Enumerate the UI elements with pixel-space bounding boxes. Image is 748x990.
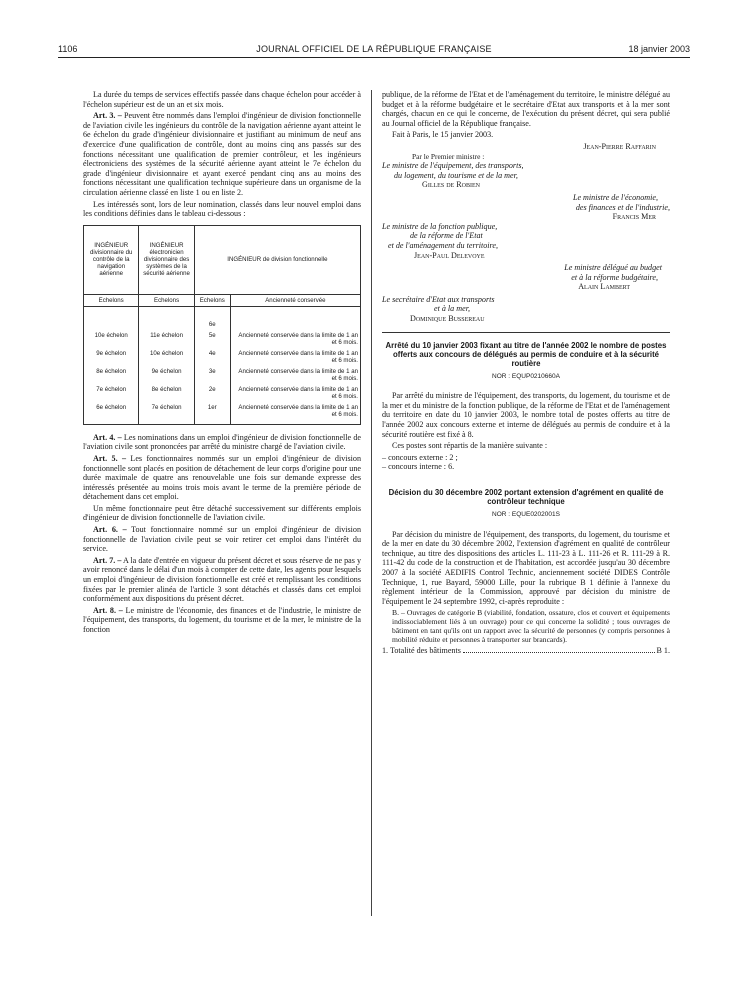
table-row: 6e [84,306,361,330]
table-header: INGÉNIEUR électronicien divisionnaire des systèmes de la sécurité aérienne [139,225,194,294]
list-item: – concours externe : 2 ; [382,452,458,462]
signatory-title: de la réforme de l'Etat [410,231,483,241]
signatory-name: Alain Lambert [578,282,630,292]
table-subheader: Echelons [84,294,139,306]
article-6 [83,525,361,554]
article-number: Art. 7. – [93,555,122,565]
article-text: Les nominations dans un emploi d'ingénieur de division fonctionnelle de l'aviation civile sont prononcées par arrêté du ministre chargé de l'aviation civile. [83,432,361,452]
signatory-title: des finances et de l'industrie, [575,202,670,212]
article-7 [83,556,361,604]
signatory-title: Le ministre de la fonction publique, [382,221,498,231]
decision-title: Décision du 30 décembre 2002 portant extension d'agrément en qualité de contrôleur technique [388,488,664,506]
paragraph-interesses: Les intéressés sont, lors de leur nomination, classés dans leur nouvel emploi dans les conditions définies dans le tableau ci-dessous : [83,199,361,219]
arrete-nor: NOR : EQUP0210660A [492,372,560,380]
arrete-paragraph: Ces postes sont répartis de la manière suivante : [392,441,548,451]
arrete-title: Arrêté du 10 janvier 2003 fixant au titre de l'année 2002 le nombre de postes offerts aux concours de délégués au permis de conduire et à la sécurité routière [385,340,667,368]
article-number: Art. 6. – [93,525,127,535]
signatory-name: Dominique Bussereau [410,314,485,324]
article-text: Tout fonctionnaire nommé sur un emploi d'ingénieur de division fonctionnelle de l'aviation civile peut se voir retirer cet emploi dans l'intérêt du service. [83,525,361,554]
signatory-title: Le ministre de l'économie, [572,192,658,202]
decision-nor: NOR : EQUE0202001S [492,511,560,518]
signatory-title: Par le Premier ministre : [412,151,485,161]
article-text: Le ministre de l'économie, des finances et de l'industrie, le ministre de l'équipement, des transports, du logement, du tourisme et de la mer, le ministre de la fonction [83,605,361,634]
dot-leader [463,646,655,653]
list-item: – concours interne : 6. [382,462,455,472]
table-row: 9e échelon 10e échelon 4e Ancienneté conservée dans la limite de 1 an et 6 mois. [84,348,361,366]
signatory-title: et à la réforme budgétaire, [571,272,658,282]
article-text: Les fonctionnaires nommés sur un emploi d'ingénieur de division fonctionnelle sont placés en position de détachement de leur corps d'origine pour une durée maximale de quatre ans renouvelable une fois sur demande expresse des intéressés présentée au moins trois mois avant le terme de la première période de détachement dans cet emploi. [83,453,361,502]
signatory-name: Francis Mer [612,212,656,222]
signatory-name: Jean-Pierre Raffarin [583,141,656,151]
table-subheader: Ancienneté conservée [230,294,360,306]
article-number: Art. 5. – [93,453,127,463]
arrete-paragraph: Par arrêté du ministre de l'équipement, des transports, du logement, du tourisme et de la mer et du ministre de la fonction publique, de la réforme de l'Etat et de l'aménagement du territoire en date du 10 janvier 2003, le nombre total de postes offerts au titre de l'année 2002 aux concours externe et interne de délégués au permis de conduire et à la sécurité routière est fixé à 8. [382,391,670,439]
table-row: 10e échelon 11e échelon 5e Ancienneté conservée dans la limite de 1 an et 6 mois. [84,330,361,348]
table-row: 7e échelon 8e échelon 2e Ancienneté conservée dans la limite de 1 an et 6 mois. [84,384,361,402]
page-number: 1106 [58,44,78,54]
table-subheader: Echelons [139,294,194,306]
article-8 [83,606,361,635]
table-header: INGÉNIEUR de division fonctionnelle [194,225,360,294]
article-4 [83,433,361,452]
issue-date: 18 janvier 2003 [628,44,690,54]
table-subheader: Echelons [194,294,230,306]
section-separator [382,332,670,333]
decision-paragraph: B. – Ouvrages de catégorie B (viabilité, fondation, ossature, clos et couvert et équipements indissociablement liés à un ouvrage) pour ce qui concerne la solidité ; tous ouvrages de bâtiment en tant qu'ils ont un rapport avec la sécurité de personnes (y compris personnes à mobilité réduite et personnes à transporter sur brancards). [392,608,670,645]
paragraph-continued: publique, de la réforme de l'Etat et de l'aménagement du territoire, le ministre délégué au budget et à la réforme budgétaire et le secrétaire d'Etat aux transports et à la mer sont chargés, chacun en ce qui le concerne, de l'exécution du présent décret, qui sera publié au Journal officiel de la République française. [382,90,670,128]
signatory-title: du logement, du tourisme et de la mer, [394,170,518,180]
article-number: Art. 4. – [93,432,122,442]
article-text: Peuvent être nommés dans l'emploi d'ingénieur de division fonctionnelle de l'aviation civile les ingénieurs du contrôle de la navigation aérienne ayant atteint le 6e échelon du grade d'ingénieur divisionnaire et justifiant au minimum de neuf ans d'exercice d'une qualification de contrôle, dont au moins cinq ans passés sur des fonctions nécessitant une qualification de premier contrôleur, et les ingénieurs électroniciens des systèmes de la sécurité aérienne ayant atteint le 7e échelon du grade d'ingénieur divisionnaire et ayant exercé pendant cinq ans au moins des fonctions nécessitant une qualification technique supérieure dans un organisme de la circulation aérienne classé en liste 1 ou en liste 2. [83,111,361,197]
article-5 [83,454,361,502]
table-row: 6e échelon 7e échelon 1er Ancienneté conservée dans la limite de 1 an et 6 mois. [84,402,361,425]
article-number: Art. 8. – [93,605,123,615]
article-3 [83,111,361,197]
echelon-table [83,225,361,425]
signatory-name: Jean-Paul Delevoye [414,250,485,260]
article-text: A la date d'entrée en vigueur du présent décret et sous réserve de ne pas y avoir renoncé dans le délai d'un mois à compter de cette date, les agents pour lesquels un emploi d'ingénieur de division fonctionnelle est créé et remplissant les conditions fixées par le premier alinéa de l'article 3 sont détachés et classés dans cet emploi conformément aux dispositions du présent décret. [83,555,362,604]
signatory-name: Gilles de Robien [422,180,480,190]
signature-date: Fait à Paris, le 15 janvier 2003. [392,130,494,140]
signatory-title: et à la mer, [434,304,470,314]
paragraph-intro: La durée du temps de services effectifs passée dans chaque échelon pour accéder à l'échelon supérieur est de un an et six mois. [83,90,361,109]
decision-paragraph: Par décision du ministre de l'équipement, des transports, du logement, du tourisme et de la mer en date du 30 décembre 2002, l'extension d'agrément en qualité de contrôleur technique, au titre des dispositions des articles L. 111-23 à L. 111-26 et R. 111-29 à R. 111-42 du code de la construction et de l'habitation, est accordée jusqu'au 30 décembre 2007 à la société AEDIFIS Control Technic, anciennement société DIDES Contrôle Technique, 1, rue Bayard, 59000 Lille, pour la rubrique B 1 définie à l'annexe du règlement intérieur de la Commission, approuvé par décision du ministre de l'équipement le 24 septembre 1992, ci-après reproduite : [382,529,670,606]
signatory-title: Le ministre de l'équipement, des transports, [382,161,524,171]
signatory-title: Le ministre délégué au budget [564,263,662,273]
signatory-title: et de l'aménagement du territoire, [388,240,498,250]
column-divider [371,90,372,916]
signatory-title: Le secrétaire d'Etat aux transports [382,294,495,304]
article-number: Art. 3. – [93,111,122,121]
right-column [382,90,670,656]
journal-title: JOURNAL OFFICIEL DE LA RÉPUBLIQUE FRANÇAISE [256,44,492,54]
left-column [83,90,361,637]
table-row: 8e échelon 9e échelon 3e Ancienneté conservée dans la limite de 1 an et 6 mois. [84,366,361,384]
page-header [58,44,690,58]
paragraph-meme: Un même fonctionnaire peut être détaché successivement sur différents emplois d'ingénieur de division fonctionnelle de l'aviation civile. [83,503,361,523]
header-rule [58,57,690,58]
table-header: INGÉNIEUR divisionnaire du contrôle de la navigation aérienne [84,225,139,294]
list-item: 1. Totalité des bâtiments B 1. [382,646,670,656]
